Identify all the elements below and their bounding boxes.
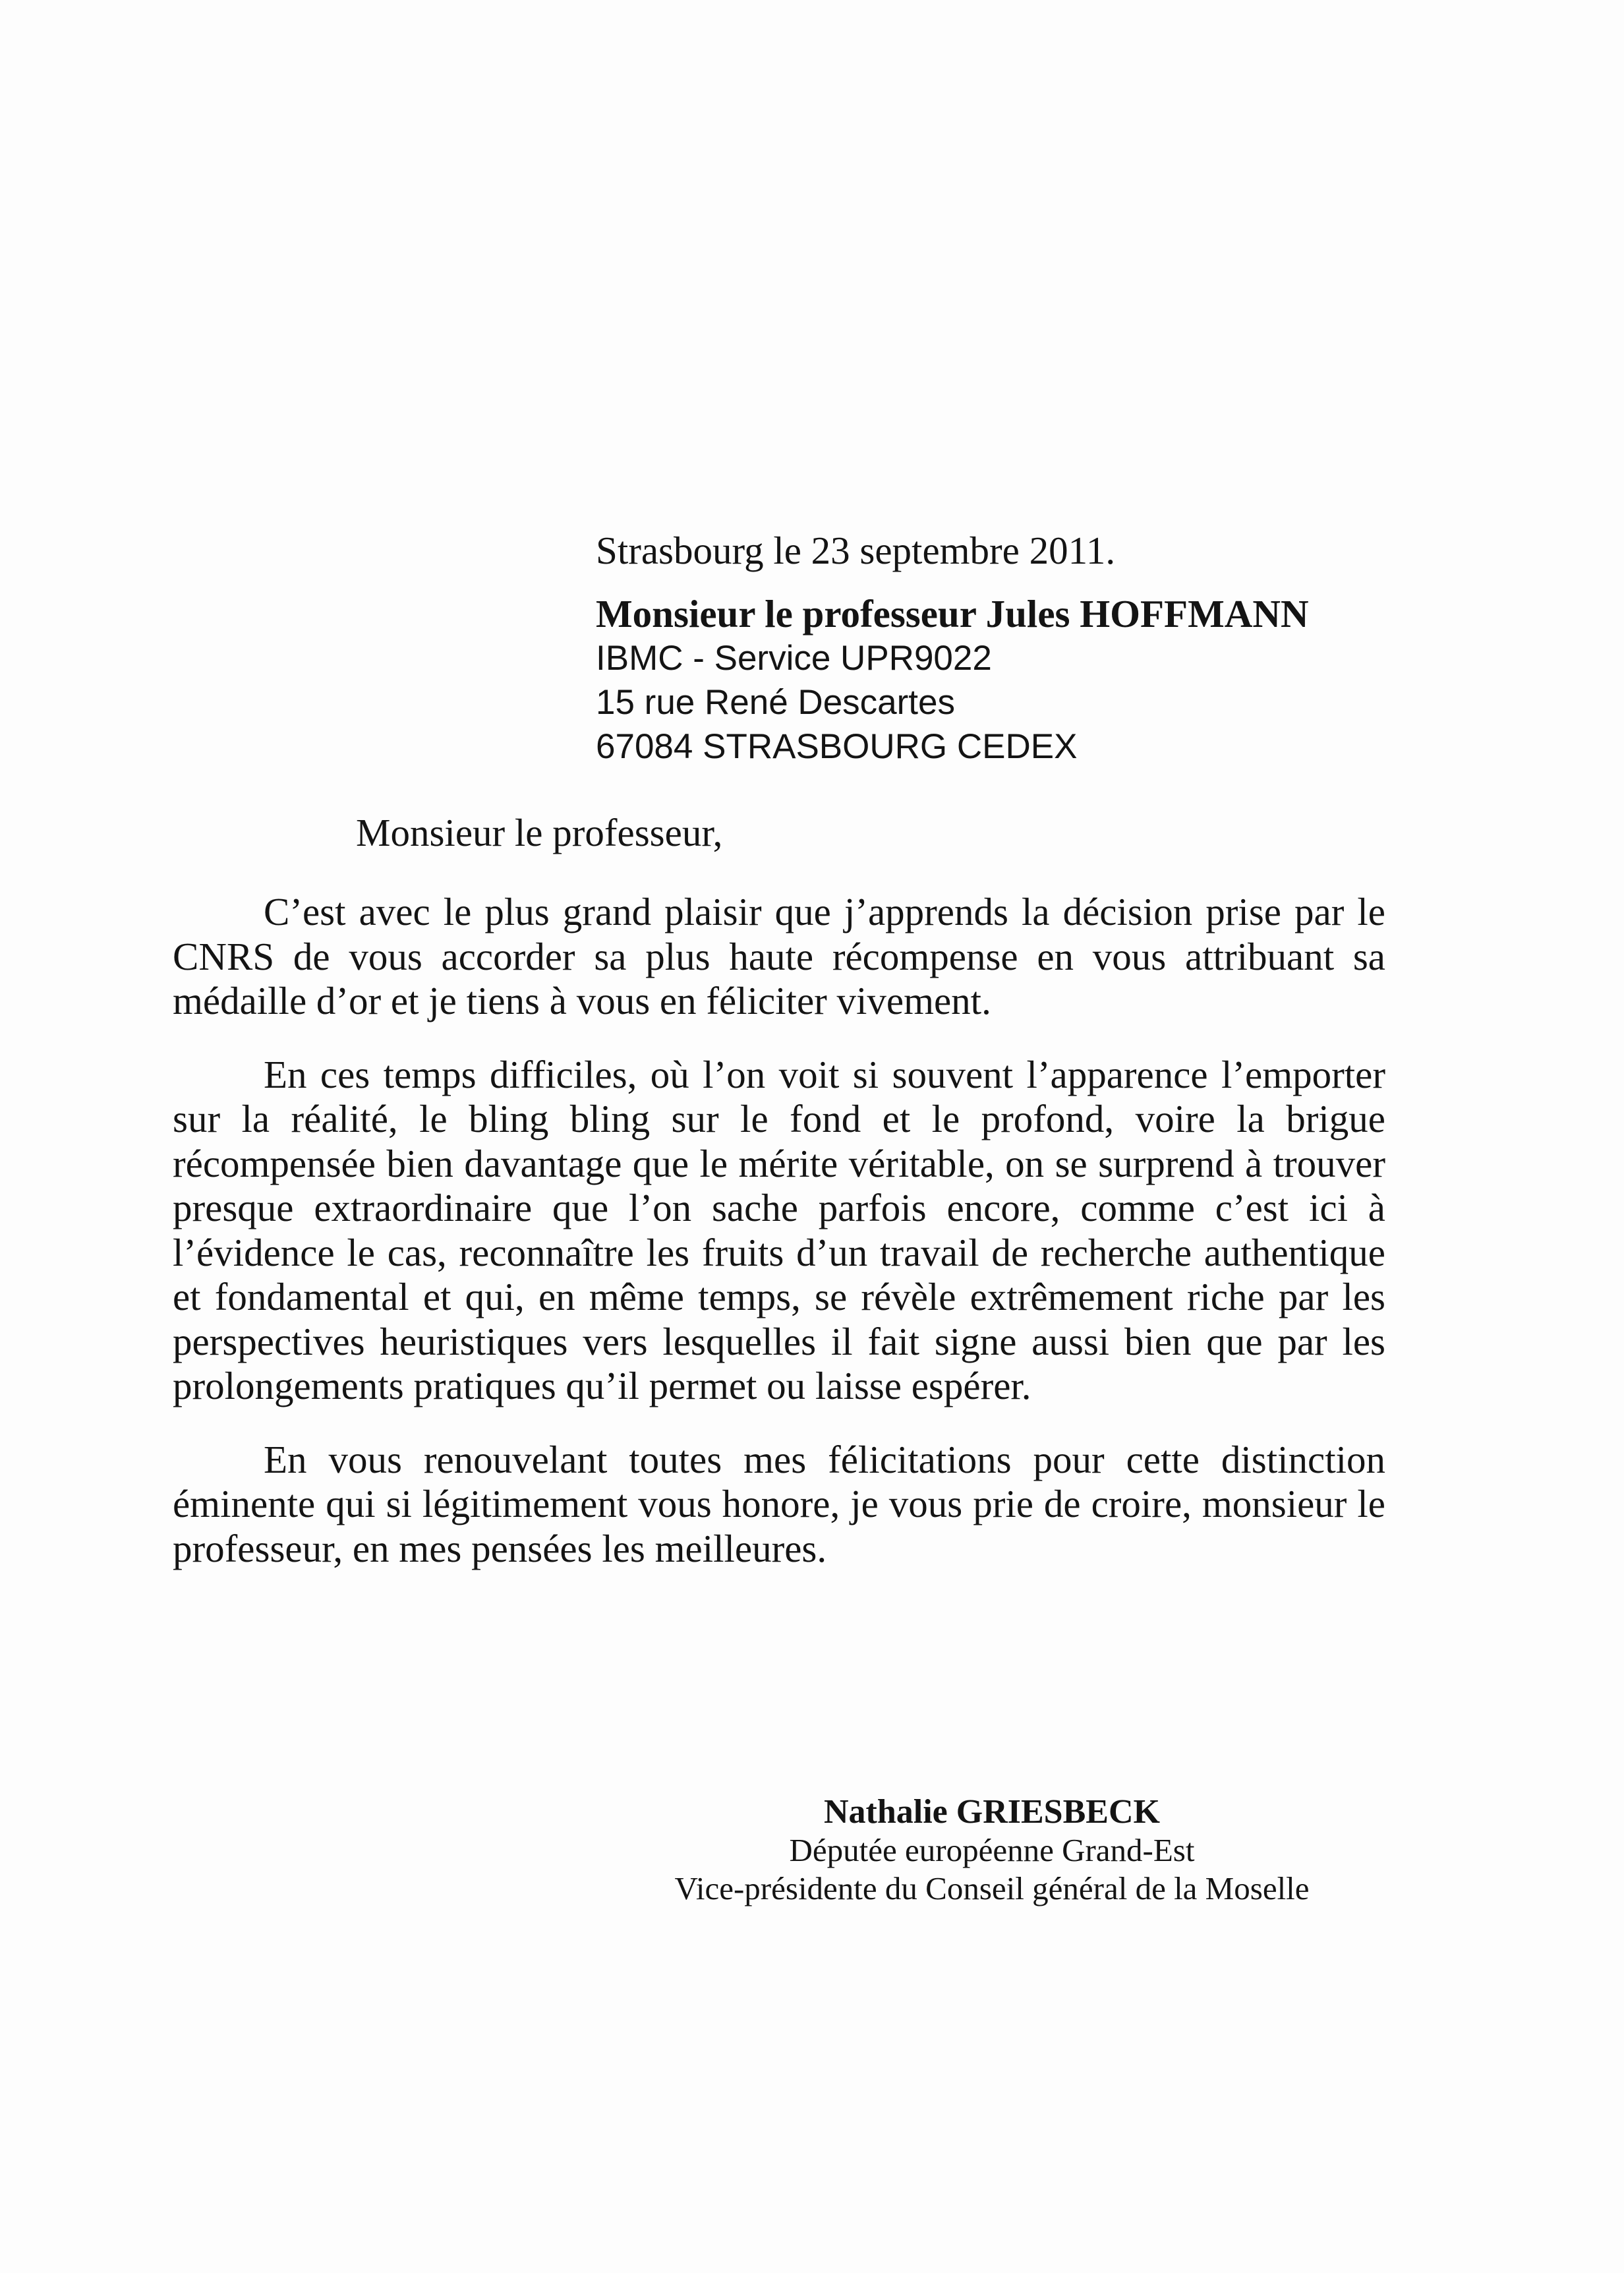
recipient-name: Monsieur le professeur Jules HOFFMANN	[596, 592, 1309, 635]
signatory-title-1: Députée européenne Grand-Est	[789, 1832, 1195, 1868]
signatory-title-2: Vice-présidente du Conseil général de la Moselle	[674, 1870, 1310, 1906]
recipient-address-line-2: 15 rue René Descartes	[596, 683, 956, 722]
letter-date: Strasbourg le 23 septembre 2011.	[596, 529, 1116, 572]
signatory-name: Nathalie GRIESBECK	[824, 1793, 1160, 1831]
salutation: Monsieur le professeur,	[356, 811, 723, 854]
recipient-address-line-3: 67084 STRASBOURG CEDEX	[596, 727, 1078, 766]
paragraph-1: C’est avec le plus grand plaisir que j’apprends la décision prise par le CNRS de vous accorder sa plus haute récompense en vous attribuant sa médaille d’or et je tiens à vous en féliciter vivement.	[173, 890, 1385, 1022]
paragraph-2: En ces temps difficiles, où l’on voit si souvent l’apparence l’emporter sur la réalité, le bling bling sur le fond et le profond, voire la brigue récompensée bien davantage que le mérite véritable, on se surprend à trouver presque extraordinaire que l’on sache parfois encore, comme c’est ici à l’évidence le cas, reconnaître les fruits d’un travail de recherche authentique et fondamental et qui, en même temps, se révèle extrêmement riche par les perspectives heuristiques vers lesquelles il fait signe aussi bien que par les prolongements pratiques qu’il permet ou laisse espérer.	[173, 1052, 1385, 1407]
recipient-block	[596, 592, 1309, 769]
signature-block	[633, 1793, 1351, 1908]
paragraph-3: En vous renouvelant toutes mes félicitations pour cette distinction éminente qui si légitimement vous honore, je vous prie de croire, monsieur le professeur, en mes pensées les meilleures.	[173, 1437, 1385, 1570]
recipient-address-line-1: IBMC - Service UPR9022	[596, 639, 992, 678]
letter-body	[173, 890, 1385, 1600]
